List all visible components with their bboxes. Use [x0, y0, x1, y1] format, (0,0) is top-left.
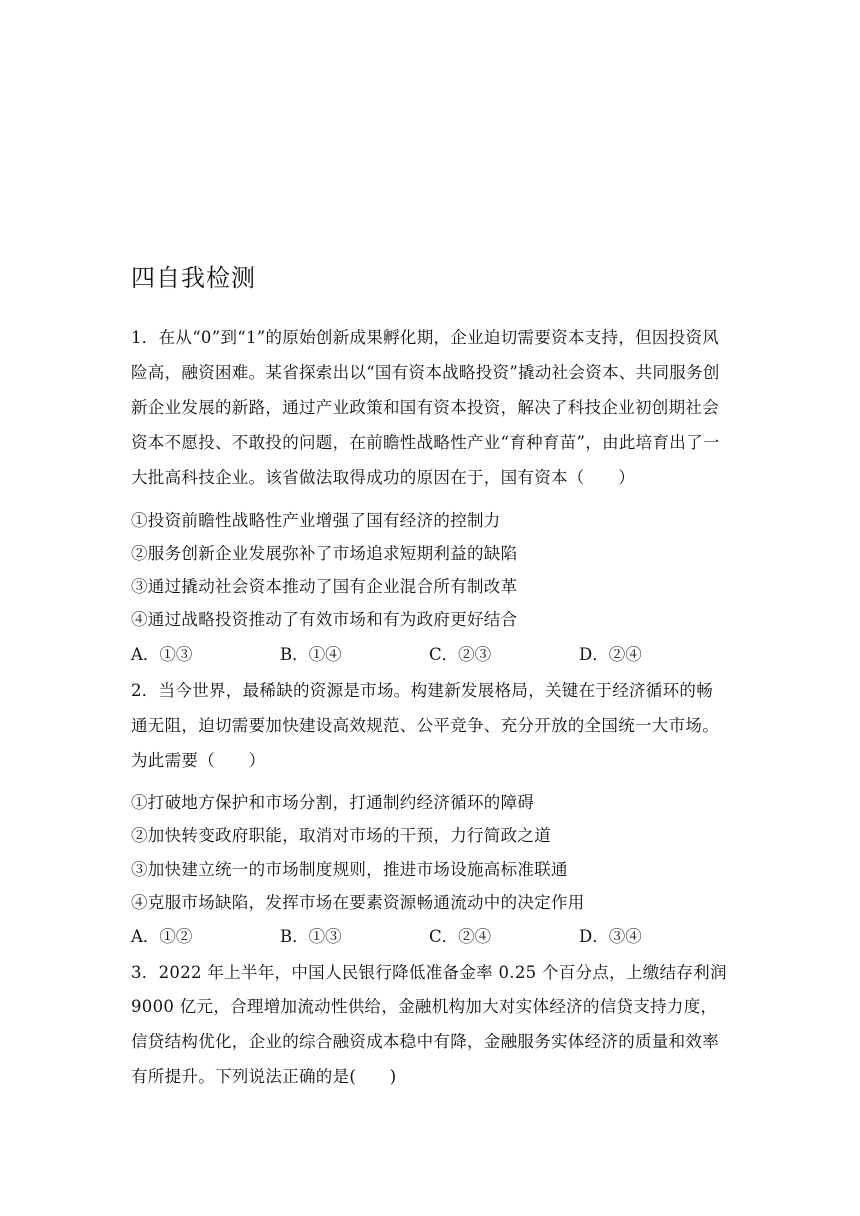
question-3-line-3: 信贷结构优化，企业的综合融资成本稳中有降，金融服务实体经济的质量和效率	[131, 1032, 719, 1051]
question-1-statement-4: ④通过战略投资推动了有效市场和有为政府更好结合	[131, 610, 518, 629]
question-1-line-3: 新企业发展的新路，通过产业政策和国有资本投资，解决了科技企业初创期社会	[131, 398, 719, 417]
section-title: 四自我检测	[131, 264, 256, 292]
question-1-option-d[interactable]: D．②④	[579, 645, 642, 664]
question-2-option-d[interactable]: D．③④	[579, 927, 642, 946]
question-1-option-a[interactable]: A．①③	[131, 645, 193, 664]
question-2-option-a[interactable]: A．①②	[131, 927, 193, 946]
question-2-line-1: 2．当今世界，最稀缺的资源是市场。构建新发展格局，关键在于经济循环的畅	[131, 681, 713, 700]
question-1-line-4: 资本不愿投、不敢投的问题，在前瞻性战略性产业“育种育苗”，由此培育出了一	[131, 433, 720, 452]
question-1-statement-1: ①投资前瞻性战略性产业增强了国有经济的控制力	[131, 511, 501, 530]
question-2-statement-4: ④克服市场缺陷，发挥市场在要素资源畅通流动中的决定作用	[131, 893, 585, 912]
question-1-statement-2: ②服务创新企业发展弥补了市场追求短期利益的缺陷	[131, 544, 518, 563]
question-1-option-b[interactable]: B．①④	[280, 645, 342, 664]
question-2-option-c[interactable]: C．②④	[429, 927, 492, 946]
question-3-line-1: 3．2022 年上半年，中国人民银行降低准备金率 0.25 个百分点，上缴结存利润	[131, 963, 727, 982]
question-2-statement-1: ①打破地方保护和市场分割，打通制约经济循环的障碍	[131, 793, 535, 812]
question-1-line-2: 险高，融资困难。某省探索出以“国有资本战略投资”撬动社会资本、共同服务创	[131, 363, 720, 382]
question-2-statement-2: ②加快转变政府职能，取消对市场的干预，力行简政之道	[131, 826, 551, 845]
question-1-line-5: 大批高科技企业。该省做法取得成功的原因在于，国有资本（ ）	[131, 468, 635, 487]
question-3-line-4: 有所提升。下列说法正确的是( )	[131, 1067, 397, 1086]
question-1-option-c[interactable]: C．②③	[429, 645, 492, 664]
question-2-line-3: 为此需要（ ）	[131, 751, 266, 770]
question-1-statement-3: ③通过撬动社会资本推动了国有企业混合所有制改革	[131, 577, 518, 596]
question-2-statement-3: ③加快建立统一的市场制度规则，推进市场设施高标准联通	[131, 860, 568, 879]
question-2-line-2: 通无阻，迫切需要加快建设高效规范、公平竞争、充分开放的全国统一大市场。	[131, 716, 719, 735]
question-1-line-1: 1．在从“0”到“1”的原始创新成果孵化期，企业迫切需要资本支持，但因投资风	[131, 328, 720, 347]
question-2-option-b[interactable]: B．①③	[280, 927, 342, 946]
question-3-line-2: 9000 亿元，合理增加流动性供给，金融机构加大对实体经济的信贷支持力度，	[131, 997, 718, 1016]
